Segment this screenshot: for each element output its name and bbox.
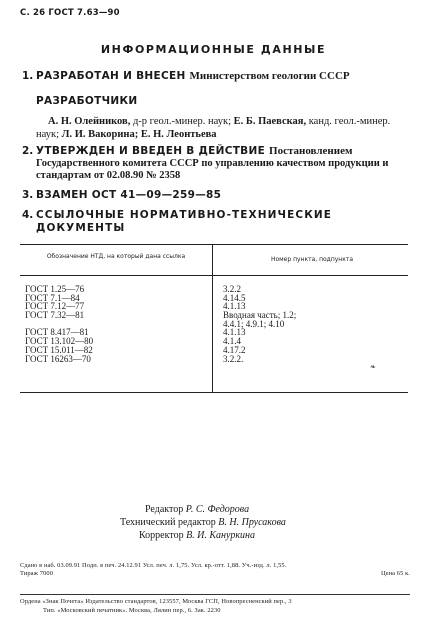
table-bottom-rule — [20, 392, 408, 393]
credit-person: Р. С. Федорова — [185, 504, 250, 515]
developer-name: Е. Б. Паевская, — [233, 116, 307, 127]
table-cell-clause: 4.4.1; 4.9.1; 4.10 — [223, 318, 285, 329]
developer-name: Е. Н. Леонтьева — [140, 129, 217, 140]
running-head: С. 26 ГОСТ 7.63—90 — [20, 8, 120, 18]
imprint-divider — [20, 594, 410, 595]
table-cell-doc: ГОСТ 1.25—76 — [25, 284, 85, 294]
table-cell-clause: 3.2.2 — [223, 284, 241, 294]
imprint-printer: Тип. «Московский печатник». Москва, Лялин пер., 6. Зак. 2230 — [43, 607, 221, 614]
table-cell-doc: ГОСТ 13.102—80 — [25, 336, 94, 347]
imprint-publisher: Ордена «Знак Почета» Издательство стандартов, 123557, Москва ГСП, Новопресненский пер., 3 — [20, 598, 292, 605]
table-cell-doc: ГОСТ 8.417—81 — [25, 327, 89, 338]
table-column-clauses — [223, 285, 403, 363]
reference-table — [20, 244, 408, 393]
imprint-price: Цена 65 к. — [381, 570, 410, 577]
section-heading — [36, 145, 410, 158]
table-cell-doc: ГОСТ 16263—70 — [25, 353, 91, 364]
credit-person: В. Н. Прусакова — [218, 517, 286, 528]
developers-list — [36, 115, 414, 141]
table-cell-doc: ГОСТ 7.32—81 — [25, 310, 85, 321]
credit-technical-editor — [120, 517, 286, 528]
section-3 — [22, 189, 410, 202]
section-heading-text: УТВЕРЖДЕН И ВВЕДЕН В ДЕЙСТВИЕ — [36, 145, 266, 157]
developer-name: Л. И. Вакорина; — [61, 129, 139, 140]
credit-editor — [145, 504, 249, 515]
credit-person: В. И. Кануркина — [186, 530, 255, 541]
table-cell-clause: 4.1.13 — [223, 301, 246, 312]
table-column-documents — [25, 285, 205, 363]
table-cell-clause: 4.1.13 — [223, 327, 246, 338]
section-heading: ВЗАМЕН ОСТ 41—09—259—85 — [36, 189, 222, 201]
section-number: 3. — [22, 189, 34, 201]
table-header-rule — [20, 275, 408, 276]
section-heading-text: РАЗРАБОТАН И ВНЕСЕН — [36, 70, 186, 82]
section-body: Государственного комитета СССР по управлению качеством продукции и стандартам от 02.08.90 № 2358 — [36, 158, 389, 181]
developer-name: А. Н. Олейников, — [48, 116, 131, 127]
table-cell-clause: 4.14.5 — [223, 292, 246, 303]
table-cell-doc: ГОСТ 7.12—77 — [25, 301, 85, 312]
imprint-print-run — [20, 570, 410, 577]
table-cell-clause: 4.17.2 — [223, 344, 246, 355]
section-inline-text: Постановлением — [269, 145, 353, 157]
section-number: 1. — [22, 70, 34, 82]
credit-role: Технический редактор — [120, 517, 216, 528]
section-heading — [36, 70, 410, 83]
developers-label: РАЗРАБОТЧИКИ — [36, 95, 138, 107]
credit-role: Корректор — [139, 530, 184, 541]
table-cell-clause: Вводная часть; 1.2; — [223, 310, 297, 321]
table-top-rule — [20, 244, 408, 245]
table-cell-doc: ГОСТ 15.011—82 — [25, 344, 93, 355]
table-header-left: Обозначение НТД, на который дана ссылка — [46, 253, 186, 260]
imprint-circulation: Тираж 7000 — [20, 570, 53, 577]
developer-title: д-р геол.-минер. наук; — [132, 116, 232, 127]
table-cell-doc: ГОСТ 7.1—84 — [25, 292, 80, 303]
section-2 — [22, 145, 410, 182]
stray-print-mark: ❧ — [370, 363, 376, 371]
table-cell-clause: 4.1.4 — [223, 336, 241, 347]
credit-proofreader — [139, 530, 255, 541]
credit-role: Редактор — [145, 504, 184, 515]
page-title: ИНФОРМАЦИОННЫЕ ДАННЫЕ — [100, 43, 327, 56]
section-heading: ССЫЛОЧНЫЕ НОРМАТИВНО-ТЕХНИЧЕСКИЕ ДОКУМЕНТЫ — [36, 209, 333, 234]
developer-title: канд. геол.-минер. наук; — [36, 116, 391, 140]
section-number: 4. — [22, 209, 34, 221]
section-inline-text: Министерством геологии СССР — [189, 70, 350, 82]
imprint-production: Сдано в наб. 03.09.91 Подп. в печ. 24.12.91 Усл. печ. л. 1,75. Усл. кр.-отт. 1,88. Уч.-изд. л. 1,55. — [20, 562, 287, 569]
table-column-divider — [212, 244, 213, 393]
table-header-right: Номер пункта, подпункта — [270, 256, 354, 263]
section-1 — [22, 70, 410, 83]
section-number: 2. — [22, 145, 34, 157]
table-cell-clause: 3.2.2. — [223, 353, 244, 364]
section-4 — [22, 209, 410, 235]
